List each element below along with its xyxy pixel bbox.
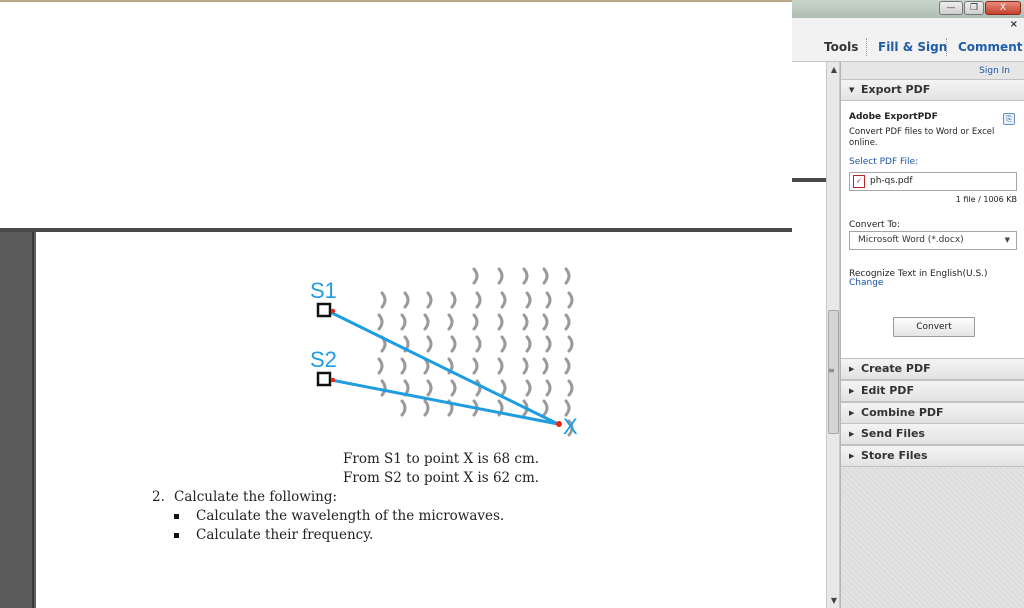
service-title: Adobe ExportPDF <box>849 112 938 122</box>
wavefront-arc <box>474 315 477 329</box>
wavefront-arc <box>566 359 569 373</box>
viewer-right-margin <box>792 62 826 608</box>
sign-in-link[interactable]: Sign In <box>979 66 1010 76</box>
s2-red-dot <box>331 378 335 382</box>
wavefront-arc <box>502 381 505 395</box>
pdf-file-icon: ✓ <box>853 175 865 188</box>
vertical-scrollbar[interactable] <box>826 62 840 608</box>
wavefront-arc <box>428 337 431 351</box>
source1-label: S1 <box>310 278 337 303</box>
wavefront-arc <box>566 269 569 283</box>
wavefront-arc <box>527 381 530 395</box>
recognize-text-label: Recognize Text in English(U.S.) <box>849 269 988 279</box>
tools-panel <box>840 62 1024 608</box>
wavefront-arc <box>547 293 550 307</box>
wavefront-arc <box>452 381 455 395</box>
bullet-item-wavelength: Calculate the wavelength of the microwaves. <box>196 508 505 524</box>
tab-separator <box>866 38 867 56</box>
wavefront-arc <box>544 269 547 283</box>
section-label: Edit PDF <box>861 384 914 397</box>
wavefront-arc <box>428 381 431 395</box>
title-bar <box>792 0 1024 18</box>
wavefront-arc <box>425 315 428 329</box>
wavefront-arc <box>502 293 505 307</box>
wavefront-arc <box>449 315 452 329</box>
bullet-marker <box>174 514 179 519</box>
section-send-files[interactable] <box>841 423 1024 445</box>
wavefront-arc <box>547 381 550 395</box>
distance-s2-text: From S2 to point X is 62 cm. <box>343 470 540 486</box>
chevron-right-icon: ▶ <box>849 387 855 395</box>
section-label: Export PDF <box>861 83 931 96</box>
microwave-interference-diagram <box>306 238 606 438</box>
wavefront-arc <box>428 293 431 307</box>
page-gutter <box>0 232 34 608</box>
export-icon[interactable]: ⎘ <box>1003 113 1015 125</box>
chevron-right-icon: ▶ <box>849 430 855 438</box>
wavefront-arc <box>499 315 502 329</box>
wavefront-arc <box>379 315 382 329</box>
change-language-link[interactable]: Change <box>849 278 884 288</box>
wavefront-arc <box>379 359 382 373</box>
source2-marker <box>318 373 330 385</box>
export-pdf-body <box>841 101 1024 359</box>
wavefront-arc <box>524 359 527 373</box>
wavefront-arc <box>569 293 572 307</box>
chevron-right-icon: ▶ <box>849 409 855 417</box>
wavefront-arc <box>382 381 385 395</box>
toolbar <box>792 0 1024 62</box>
source1-marker <box>318 304 330 316</box>
tab-fill-sign[interactable]: Fill & Sign <box>878 40 948 54</box>
pdf-page-previous <box>0 0 792 228</box>
close-button[interactable]: X <box>985 1 1021 15</box>
s1-red-dot <box>331 309 335 313</box>
wavefront-arc <box>569 337 572 351</box>
tab-separator <box>946 38 947 56</box>
panel-resize-grip-icon[interactable]: ≡ <box>828 366 835 375</box>
wavefront-arc <box>527 337 530 351</box>
wavefront-arc <box>477 337 480 351</box>
wavefront-arc <box>544 401 547 415</box>
section-edit-pdf[interactable] <box>841 380 1024 402</box>
section-label: Create PDF <box>861 362 931 375</box>
section-combine-pdf[interactable] <box>841 402 1024 424</box>
chevron-down-icon: ▼ <box>1004 236 1010 244</box>
question-text: Calculate the following: <box>174 489 338 505</box>
wavefront-arc <box>402 315 405 329</box>
section-label: Send Files <box>861 427 925 440</box>
section-store-files[interactable] <box>841 445 1024 467</box>
select-file-label: Select PDF File: <box>849 157 919 167</box>
convert-to-label: Convert To: <box>849 220 900 230</box>
wavefront-arc <box>405 293 408 307</box>
restore-button[interactable]: ❐ <box>964 1 984 15</box>
pdf-page-current <box>36 232 792 608</box>
wavefront-arc <box>566 315 569 329</box>
tab-tools[interactable]: Tools <box>824 40 859 54</box>
wavefront-arc <box>425 401 428 415</box>
section-export-pdf[interactable] <box>841 79 1024 101</box>
page-separator <box>792 178 826 182</box>
wavefront-arc <box>524 315 527 329</box>
chevron-right-icon: ▶ <box>849 452 855 460</box>
convert-button[interactable]: Convert <box>893 317 975 337</box>
wavefront-arc <box>547 337 550 351</box>
x-red-dot <box>556 421 562 427</box>
chevron-right-icon: ▶ <box>849 365 855 373</box>
service-description: Convert PDF files to Word or Excel <box>849 127 995 137</box>
file-name: ph-qs.pdf <box>870 176 913 186</box>
wavefront-arc <box>452 293 455 307</box>
source2-label: S2 <box>310 347 337 372</box>
section-label: Combine PDF <box>861 406 944 419</box>
chevron-down-icon: ▼ <box>849 86 855 94</box>
wavefront-arc <box>566 401 569 415</box>
section-create-pdf[interactable] <box>841 358 1024 380</box>
wavefront-arc <box>544 359 547 373</box>
scroll-up-icon[interactable]: ▲ <box>830 65 838 74</box>
convert-to-select[interactable] <box>849 231 1017 250</box>
wavefront-arc <box>474 359 477 373</box>
selected-file-field[interactable] <box>849 172 1017 191</box>
convert-to-value: Microsoft Word (*.docx) <box>858 235 964 245</box>
wavefront-arc <box>499 269 502 283</box>
bullet-marker <box>174 533 179 538</box>
point-x-label: X <box>563 414 578 438</box>
wavefront-arc <box>502 337 505 351</box>
scroll-down-icon[interactable]: ▼ <box>830 596 838 605</box>
close-panel-icon[interactable]: × <box>1009 19 1018 30</box>
wavefront-arc <box>474 269 477 283</box>
minimize-button[interactable]: — <box>939 1 963 15</box>
distance-s1-text: From S1 to point X is 68 cm. <box>343 451 540 467</box>
tab-comment[interactable]: Comment <box>958 40 1023 54</box>
wavefront-arc <box>382 293 385 307</box>
wavefront-arc <box>452 337 455 351</box>
wavefront-arc <box>499 359 502 373</box>
panel-empty-area <box>841 467 1024 608</box>
wavefront-arc <box>527 293 530 307</box>
wavefront-arc <box>402 359 405 373</box>
file-info: 1 file / 1006 KB <box>955 195 1017 204</box>
service-description-line2: online. <box>849 138 878 148</box>
wavefront-arc <box>569 381 572 395</box>
section-label: Store Files <box>861 449 928 462</box>
bullet-item-frequency: Calculate their frequency. <box>196 527 374 543</box>
wavefronts <box>379 269 572 435</box>
question-number: 2. <box>152 489 165 505</box>
path-s1-to-x <box>326 310 558 424</box>
wavefront-arc <box>402 401 405 415</box>
wavefront-arc <box>544 315 547 329</box>
wavefront-arc <box>477 293 480 307</box>
wavefront-arc <box>524 269 527 283</box>
